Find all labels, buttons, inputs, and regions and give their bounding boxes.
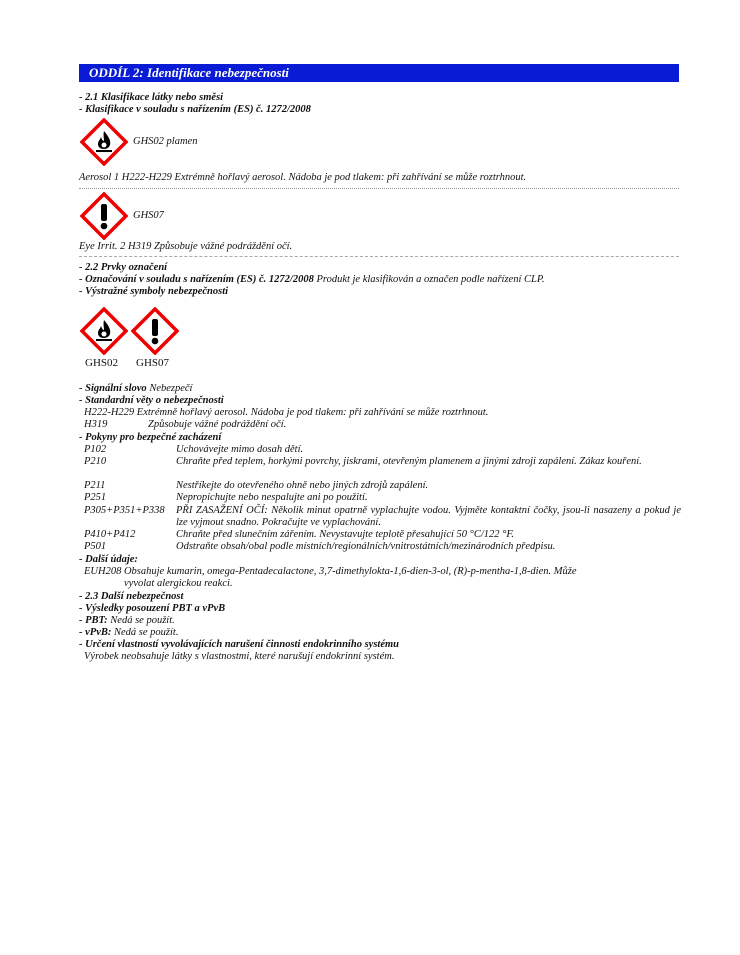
symbol-label-ghs02: GHS02	[85, 357, 119, 369]
p-code: P251	[84, 492, 107, 503]
exclamation-icon	[80, 192, 128, 240]
pbt-line: - PBT: Nedá se použít.	[79, 615, 175, 626]
p-text: Uchovávejte mimo dosah dětí.	[176, 444, 304, 455]
aerosol-classification: Aerosol 1 H222-H229 Extrémně hořlavý aerosol. Nádoba je pod tlakem: při zahřívání se může roztrhnout.	[79, 172, 527, 183]
p-text: Nepropichujte nebo nespalujte ani po použití.	[176, 492, 368, 503]
p-code: P501	[84, 541, 107, 552]
eye-irrit-classification: Eye Irrit. 2 H319 Způsobuje vážné podráždění očí.	[79, 241, 293, 252]
heading-symbols: - Výstražné symboly nebezpečnosti	[79, 286, 229, 297]
heading-endocrine: - Určení vlastností vyvolávajících narušení činnosti endokrinního systému	[79, 639, 399, 650]
labelling-line: - Označování v souladu s nařízením (ES) č. 1272/2008 Produkt je klasifikován a označen podle nařízení CLP.	[79, 274, 545, 285]
p-text: Chraňte před teplem, horkými povrchy, jiskrami, otevřeným plamenem a jinými zdroji zapálení. Zákaz kouření.	[176, 456, 642, 467]
exclamation-icon	[131, 307, 179, 355]
divider	[79, 188, 679, 189]
heading-2-2: - 2.2 Prvky označení	[79, 262, 168, 273]
h-statement-text: Způsobuje vážné podráždění očí.	[148, 419, 287, 430]
flame-icon	[80, 307, 128, 355]
p-text: Nestříkejte do otevřeného ohně nebo jiných zdrojů zapálení.	[176, 480, 429, 491]
p-text: Chraňte před slunečním zářením. Nevystavujte teplotě přesahující 50 °C/122 °F.	[176, 529, 515, 540]
p-text: PŘI ZASAŽENÍ OČÍ: Několik minut opatrně vyplachujte vodou. Vyjměte kontaktní čočky, jsou-li nasazeny a pokud je lze vyjmout snadno. Pokračujte ve vyplachování.	[176, 505, 681, 528]
heading-2-1: - 2.1 Klasifikace látky nebo směsi	[79, 92, 224, 103]
pictogram-1-name: GHS02 plamen	[133, 136, 198, 147]
heading-h-statements: - Standardní věty o nebezpečnosti	[79, 395, 224, 406]
euh-statement: EUH208 Obsahuje kumarin, omega-Pentadecalactone, 3,7-dimethylokta-1,6-dien-3-ol, (R)-p-mentha-1,8-dien. Může	[84, 566, 577, 577]
vpvb-line: - vPvB: Nedá se použít.	[79, 627, 179, 638]
p-code: P211	[84, 480, 106, 491]
pictogram-2-name: GHS07	[133, 210, 164, 221]
symbol-label-ghs07: GHS07	[136, 357, 170, 369]
p-code: P210	[84, 456, 107, 467]
heading-2-3: - 2.3 Další nebezpečnost	[79, 591, 184, 602]
p-code: P410+P412	[84, 529, 136, 540]
p-code: P305+P351+P338	[84, 505, 165, 516]
section-header-band	[79, 64, 679, 82]
section-title: ODDÍL 2: Identifikace nebezpečnosti	[89, 65, 289, 80]
flame-icon	[80, 118, 128, 166]
heading-other-info: - Další údaje:	[79, 554, 138, 565]
heading-classification: - Klasifikace v souladu s nařízením (ES) č. 1272/2008	[79, 104, 311, 115]
signal-word-line: - Signální slovo Nebezpečí	[79, 383, 193, 394]
heading-pbt: - Výsledky posouzení PBT a vPvB	[79, 603, 226, 614]
heading-p-statements: - Pokyny pro bezpečné zacházení	[79, 432, 222, 443]
euh-statement-cont: vyvolat alergickou reakci.	[124, 578, 233, 589]
p-text: Odstraňte obsah/obal podle místních/regionálních/vnitrostátních/mezinárodních předpisu.	[176, 541, 556, 552]
h-statement-code: H319	[84, 419, 108, 430]
endocrine-text: Výrobek neobsahuje látky s vlastnostmi, které narušují endokrinní systém.	[84, 651, 395, 662]
p-code: P102	[84, 444, 107, 455]
h-statement: H222-H229 Extrémně hořlavý aerosol. Nádoba je pod tlakem: při zahřívání se může roztrhnout.	[84, 407, 489, 418]
section-divider	[79, 256, 679, 257]
